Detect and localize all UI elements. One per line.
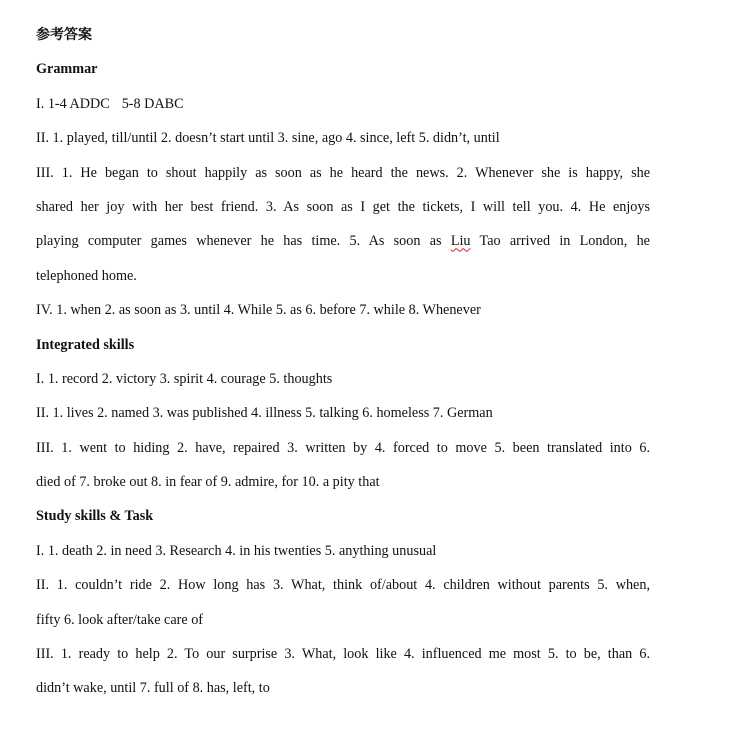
grammar-part-2: II. 1. played, till/until 2. doesn’t start until 3. sine, ago 4. since, left 5. didn’t, until bbox=[36, 130, 500, 147]
grammar-part-1-rest: 5-8 DABC bbox=[121, 95, 184, 112]
grammar-part-3-line-3-b: Tao arrived in London, he bbox=[470, 233, 650, 250]
grammar-part-3-line-2: shared her joy with her best friend. 3. As soon as I get the tickets, I will tell you. 4. He enjoys bbox=[36, 198, 650, 215]
section-heading-grammar: Grammar bbox=[36, 61, 98, 78]
section-heading-study-skills-task: Study skills & Task bbox=[36, 508, 154, 525]
grammar-part-3-line-3 bbox=[36, 224, 650, 258]
study-part-1: I. 1. death 2. in need 3. Research 4. in his twenties 5. anything unusual bbox=[36, 542, 437, 559]
integrated-part-2: II. 1. lives 2. named 3. was published 4. illness 5. talking 6. homeless 7. German bbox=[36, 405, 493, 422]
integrated-part-3-line-2: died of 7. broke out 8. in fear of 9. admire, for 10. a pity that bbox=[36, 474, 380, 491]
study-part-3-line-1: III. 1. ready to help 2. To our surprise 3. What, look like 4. influenced me most 5. to be, than 6. bbox=[36, 646, 650, 663]
grammar-part-1-label: I. 1-4 ADDC bbox=[36, 95, 110, 112]
grammar-part-3-line-4: telephoned home. bbox=[36, 267, 137, 284]
grammar-part-3-line-3-a: playing computer games whenever he has time. 5. As soon as bbox=[36, 233, 451, 250]
integrated-part-1: I. 1. record 2. victory 3. spirit 4. courage 5. thoughts bbox=[36, 370, 333, 387]
grammar-part-1 bbox=[36, 87, 650, 121]
grammar-part-3-line-1: III. 1. He began to shout happily as soon as he heard the news. 2. Whenever she is happy, she bbox=[36, 164, 650, 181]
integrated-part-3-line-1: III. 1. went to hiding 2. have, repaired 3. written by 4. forced to move 5. been translated into 6. bbox=[36, 439, 650, 456]
study-part-2-line-1: II. 1. couldn’t ride 2. How long has 3. What, think of/about 4. children without parents 5. when, bbox=[36, 577, 650, 594]
section-heading-integrated-skills: Integrated skills bbox=[36, 336, 135, 353]
answer-key-document bbox=[36, 18, 650, 706]
grammar-part-4: IV. 1. when 2. as soon as 3. until 4. While 5. as 6. before 7. while 8. Whenever bbox=[36, 302, 481, 319]
study-part-2-line-2: fifty 6. look after/take care of bbox=[36, 611, 204, 628]
spellcheck-flagged-word: Liu bbox=[450, 233, 471, 250]
study-part-3-line-2: didn’t wake, until 7. full of 8. has, left, to bbox=[36, 680, 270, 697]
page-title: 参考答案 bbox=[36, 27, 92, 43]
